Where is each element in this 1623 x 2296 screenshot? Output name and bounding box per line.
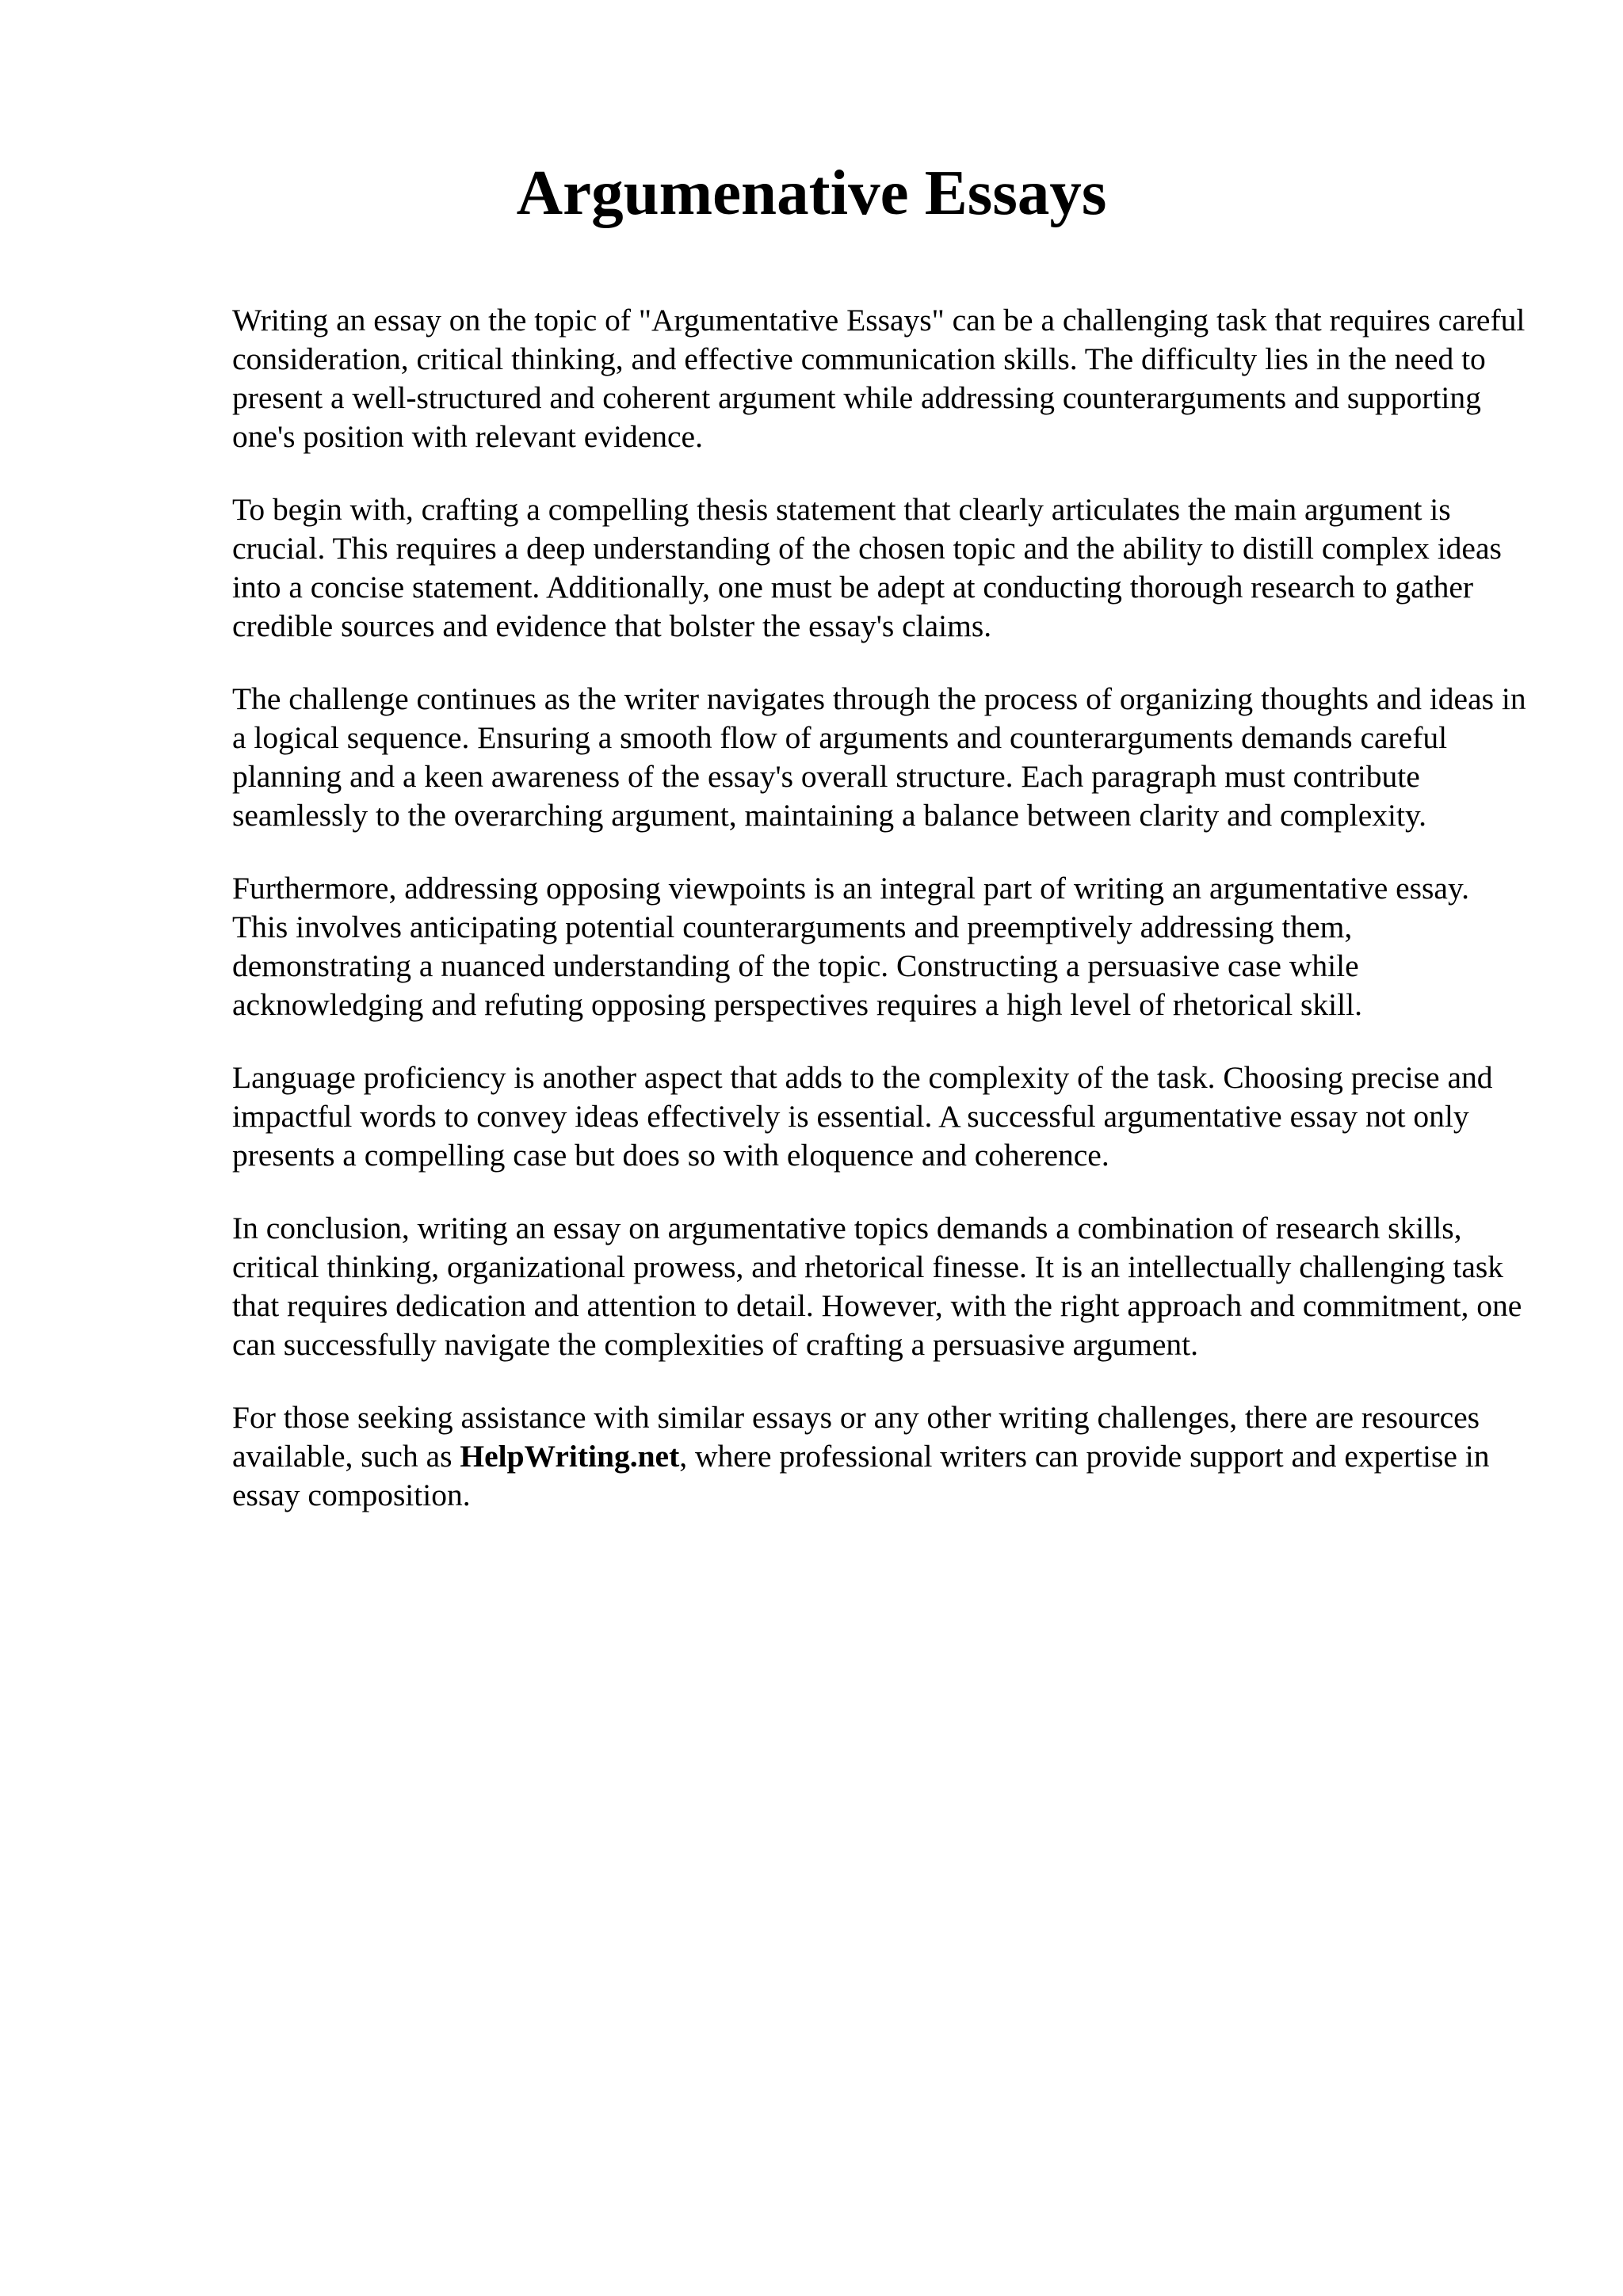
closing-paragraph (232, 1398, 1532, 1515)
page-title: Argumenative Essays (516, 157, 1107, 228)
closing-text-before-link: For those seeking assistance with similar essays or any other writing challenges, there are resources available, such as (232, 1400, 1480, 1474)
essay-paragraph: Writing an essay on the topic of "Argumentative Essays" can be a challenging task that requires careful consideration, critical thinking, and effective communication skills. The difficulty lies in the need to present a well-structured and coherent argument while addressing counterarguments and supporting one's position with relevant evidence. (232, 303, 1526, 454)
essay-paragraph: Language proficiency is another aspect that adds to the complexity of the task. Choosing precise and impactful words to convey ideas effectively is essential. A successful argumentative essay not only presents a compelling case but does so with eloquence and coherence. (232, 1060, 1493, 1173)
essay-paragraph: In conclusion, writing an essay on argumentative topics demands a combination of research skills, critical thinking, organizational prowess, and rhetorical finesse. It is an intellectually challenging task that requires dedication and attention to detail. However, with the right approach and commitment, one can successfully navigate the complexities of crafting a persuasive argument. (232, 1211, 1522, 1362)
helpwriting-link[interactable]: HelpWriting.net (460, 1439, 680, 1474)
essay-body (232, 301, 1532, 1515)
essay-paragraph: Furthermore, addressing opposing viewpoints is an integral part of writing an argumentative essay. This involves anticipating potential counterarguments and preemptively addressing them, demonstrating a nuanced understanding of the topic. Constructing a persuasive case while acknowledging and refuting opposing perspectives requires a high level of rhetorical skill. (232, 871, 1470, 1022)
essay-paragraph: The challenge continues as the writer navigates through the process of organizing thoughts and ideas in a logical sequence. Ensuring a smooth flow of arguments and counterarguments demands careful planning and a keen awareness of the essay's overall structure. Each paragraph must contribute seamlessly to the overarching argument, maintaining a balance between clarity and complexity. (232, 681, 1526, 833)
essay-paragraph: To begin with, crafting a compelling thesis statement that clearly articulates the main argument is crucial. This requires a deep understanding of the chosen topic and the ability to distill complex ideas into a concise statement. Additionally, one must be adept at conducting thorough research to gather credible sources and evidence that bolster the essay's claims. (232, 492, 1502, 643)
closing-text-after-link: , where professional writers can provide support and expertise in essay composition. (232, 1439, 1490, 1512)
